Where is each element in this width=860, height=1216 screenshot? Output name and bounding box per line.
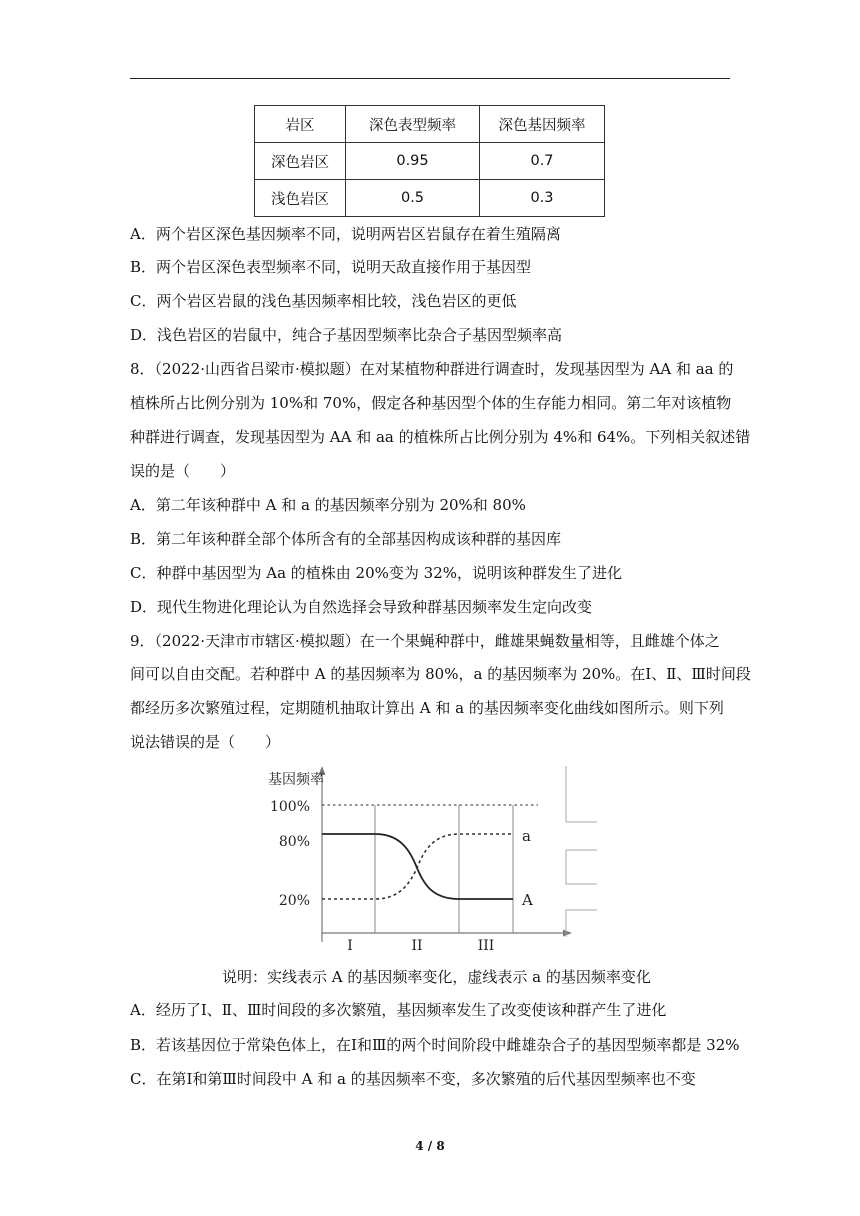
header-rule (130, 78, 730, 79)
rock-color-table (254, 105, 605, 217)
frame-edge (566, 850, 597, 884)
q9-stem-line: 9．（2022·天津市市辖区·模拟题）在一个果蝇种群中，雌雄果蝇数量相等，且雌雄个体之 (130, 632, 720, 650)
q7-option-d: D．浅色岩区的岩鼠中，纯合子基因型频率比杂合子基因型频率高 (130, 326, 563, 344)
table-cell: 0.95 (346, 143, 480, 180)
period-label: II (411, 938, 423, 954)
series-label-A: A (522, 891, 533, 909)
q8-option-b: B．第二年该种群全部个体所含有的全部基因构成该种群的基因库 (130, 530, 562, 548)
q9-option-b: B．若该基因位于常染色体上，在Ⅰ和Ⅲ的两个时间阶段中雌雄杂合子的基因型频率都是 32% (130, 1036, 740, 1054)
x-axis-arrow (563, 930, 572, 937)
gene-frequency-chart (262, 762, 602, 960)
page-number: 4 / 8 (415, 1139, 445, 1153)
period-label: I (347, 938, 353, 954)
frame-edge (566, 766, 597, 822)
q8-stem-line: 种群进行调查，发现基因型为 AA 和 aa 的植株所占比例分别为 4%和 64%。下列相关叙述错 (130, 428, 751, 446)
q9-option-c: C．在第Ⅰ和第Ⅲ时间段中 A 和 a 的基因频率不变，多次繁殖的后代基因型频率也不变 (130, 1070, 696, 1088)
table-row (255, 180, 605, 217)
y-tick-label: 80% (278, 834, 310, 850)
q8-stem-line: 8．（2022·山西省吕梁市·模拟题）在对某植物种群进行调查时，发现基因型为 AA 和 aa 的 (130, 360, 734, 378)
table-row (255, 143, 605, 180)
series-line-a (322, 834, 513, 899)
y-axis-label: 基因频率 (268, 772, 324, 788)
y-tick-label: 100% (269, 799, 310, 815)
figure-caption: 说明：实线表示 A 的基因频率变化，虚线表示 a 的基因频率变化 (222, 968, 651, 986)
q8-stem-line: 植株所占比例分别为 10%和 70%，假定各种基因型个体的生存能力相同。第二年对该植物 (130, 394, 732, 412)
table-cell: 0.7 (480, 143, 605, 180)
q9-stem-line: 间可以自由交配。若种群中 A 的基因频率为 80%，a 的基因频率为 20%。在Ⅰ、Ⅱ、Ⅲ时间段 (130, 665, 751, 683)
q8-option-a: A．第二年该种群中 A 和 a 的基因频率分别为 20%和 80% (130, 496, 526, 514)
series-label-a: a (522, 827, 531, 845)
table-header-cell: 深色表型频率 (346, 106, 480, 143)
period-label: III (477, 938, 495, 954)
table-header-cell: 岩区 (255, 106, 346, 143)
q8-option-d: D．现代生物进化理论认为自然选择会导致种群基因频率发生定向改变 (130, 598, 593, 616)
table-cell: 深色岩区 (255, 143, 346, 180)
q7-option-c: C．两个岩区岩鼠的浅色基因频率相比较，浅色岩区的更低 (130, 292, 517, 310)
q7-option-a: A．两个岩区深色基因频率不同，说明两岩区岩鼠存在着生殖隔离 (130, 225, 561, 243)
table-cell: 浅色岩区 (255, 180, 346, 217)
table-header-cell: 深色基因频率 (480, 106, 605, 143)
table-header-row (255, 106, 605, 143)
table-cell: 0.3 (480, 180, 605, 217)
q9-stem-line: 说法错误的是（ ） (130, 733, 281, 751)
y-tick-label: 20% (278, 893, 310, 909)
q8-option-c: C．种群中基因型为 Aa 的植株由 20%变为 32%，说明该种群发生了进化 (130, 564, 623, 582)
q9-option-a: A．经历了Ⅰ、Ⅱ、Ⅲ时间段的多次繁殖，基因频率发生了改变使该种群产生了进化 (130, 1001, 667, 1019)
q7-option-b: B．两个岩区深色表型频率不同，说明天敌直接作用于基因型 (130, 258, 532, 276)
q9-stem-line: 都经历多次繁殖过程，定期随机抽取计算出 A 和 a 的基因频率变化曲线如图所示。则下列 (130, 699, 724, 717)
q8-stem-line: 误的是（ ） (130, 462, 236, 480)
table-cell: 0.5 (346, 180, 480, 217)
